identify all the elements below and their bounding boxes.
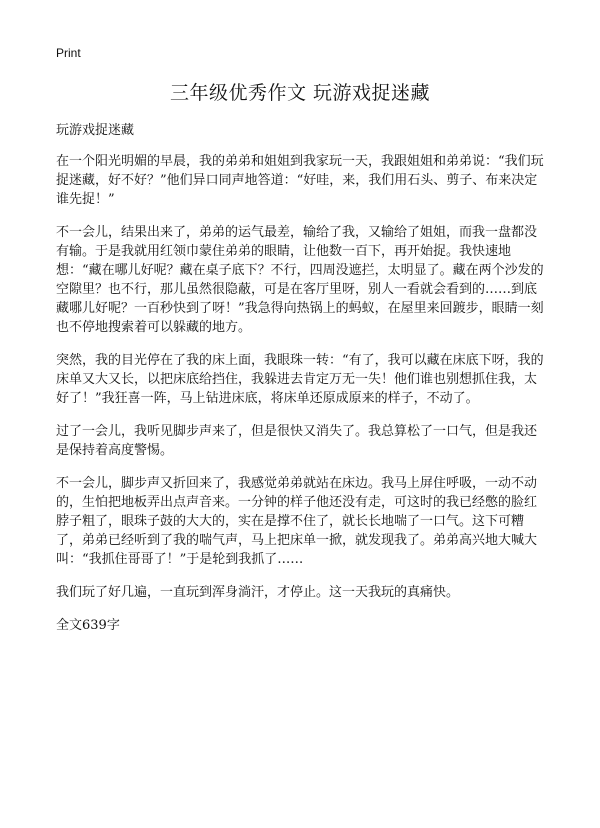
word-count: 全文639字 [56, 618, 120, 633]
paragraph-3: 突然，我的目光停在了我的床上面，我眼珠一转：“有了，我可以藏在床底下呀，我的床单又大又长，以把床底给挡住，我躲进去肯定万无一失！他们谁也别想抓住我，太好了！”我狂喜一阵，马上钻进床底，将床单还原成原来的样子，不动了。 [56, 353, 544, 406]
print-link[interactable]: Print [56, 46, 81, 60]
article-title: 三年级优秀作文 玩游戏捉迷藏 [169, 82, 431, 104]
article-subtitle: 玩游戏捉迷藏 [56, 123, 135, 138]
paragraph-2: 不一会儿，结果出来了，弟弟的运气最差，输给了我，又输给了姐姐，而我一盘都没有输。于是我就用红领巾蒙住弟弟的眼睛，让他数一百下，再开始捉。我快速地想：“藏在哪儿好呢？藏在桌子底下？不行，四周没遮拦，太明显了。藏在两个沙发的空隙里？也不行，那儿虽然很隐蔽，可是在客厅里呀，别人一看就会看到的……到底藏哪儿好呢？一百秒快到了呀！”我急得向热锅上的蚂蚁，在屋里来回踱步，眼睛一刻也不停地搜索着可以躲藏的地方。 [56, 225, 544, 335]
paragraph-1: 在一个阳光明媚的早晨，我的弟弟和姐姐到我家玩一天，我跟姐姐和弟弟说：“我们玩捉迷藏，好不好？”他们异口同声地答道：“好哇，来，我们用石头、剪子、布来决定谁先捉！” [56, 154, 544, 207]
paragraph-4: 过了一会儿，我听见脚步声来了，但是很快又消失了。我总算松了一口气，但是我还是保持着高度警惕。 [56, 424, 538, 458]
article-body [56, 121, 546, 649]
paragraph-6: 我们玩了好几遍，一直玩到浑身淌汗，才停止。这一天我玩的真痛快。 [56, 585, 460, 600]
paragraph-5: 不一会儿，脚步声又折回来了，我感觉弟弟就站在床边。我马上屏住呼吸，一动不动的，生怕把地板弄出点声音来。一分钟的样子他还没有走，可这时的我已经憋的脸红脖子粗了，眼珠子鼓的大大的，实在是撑不住了，就长长地喘了一口气。这下可糟了，弟弟已经听到了我的喘气声，马上把床单一掀，就发现我了。弟弟高兴地大喊大叫：“我抓住哥哥了！”于是轮到我抓了…… [56, 476, 538, 567]
